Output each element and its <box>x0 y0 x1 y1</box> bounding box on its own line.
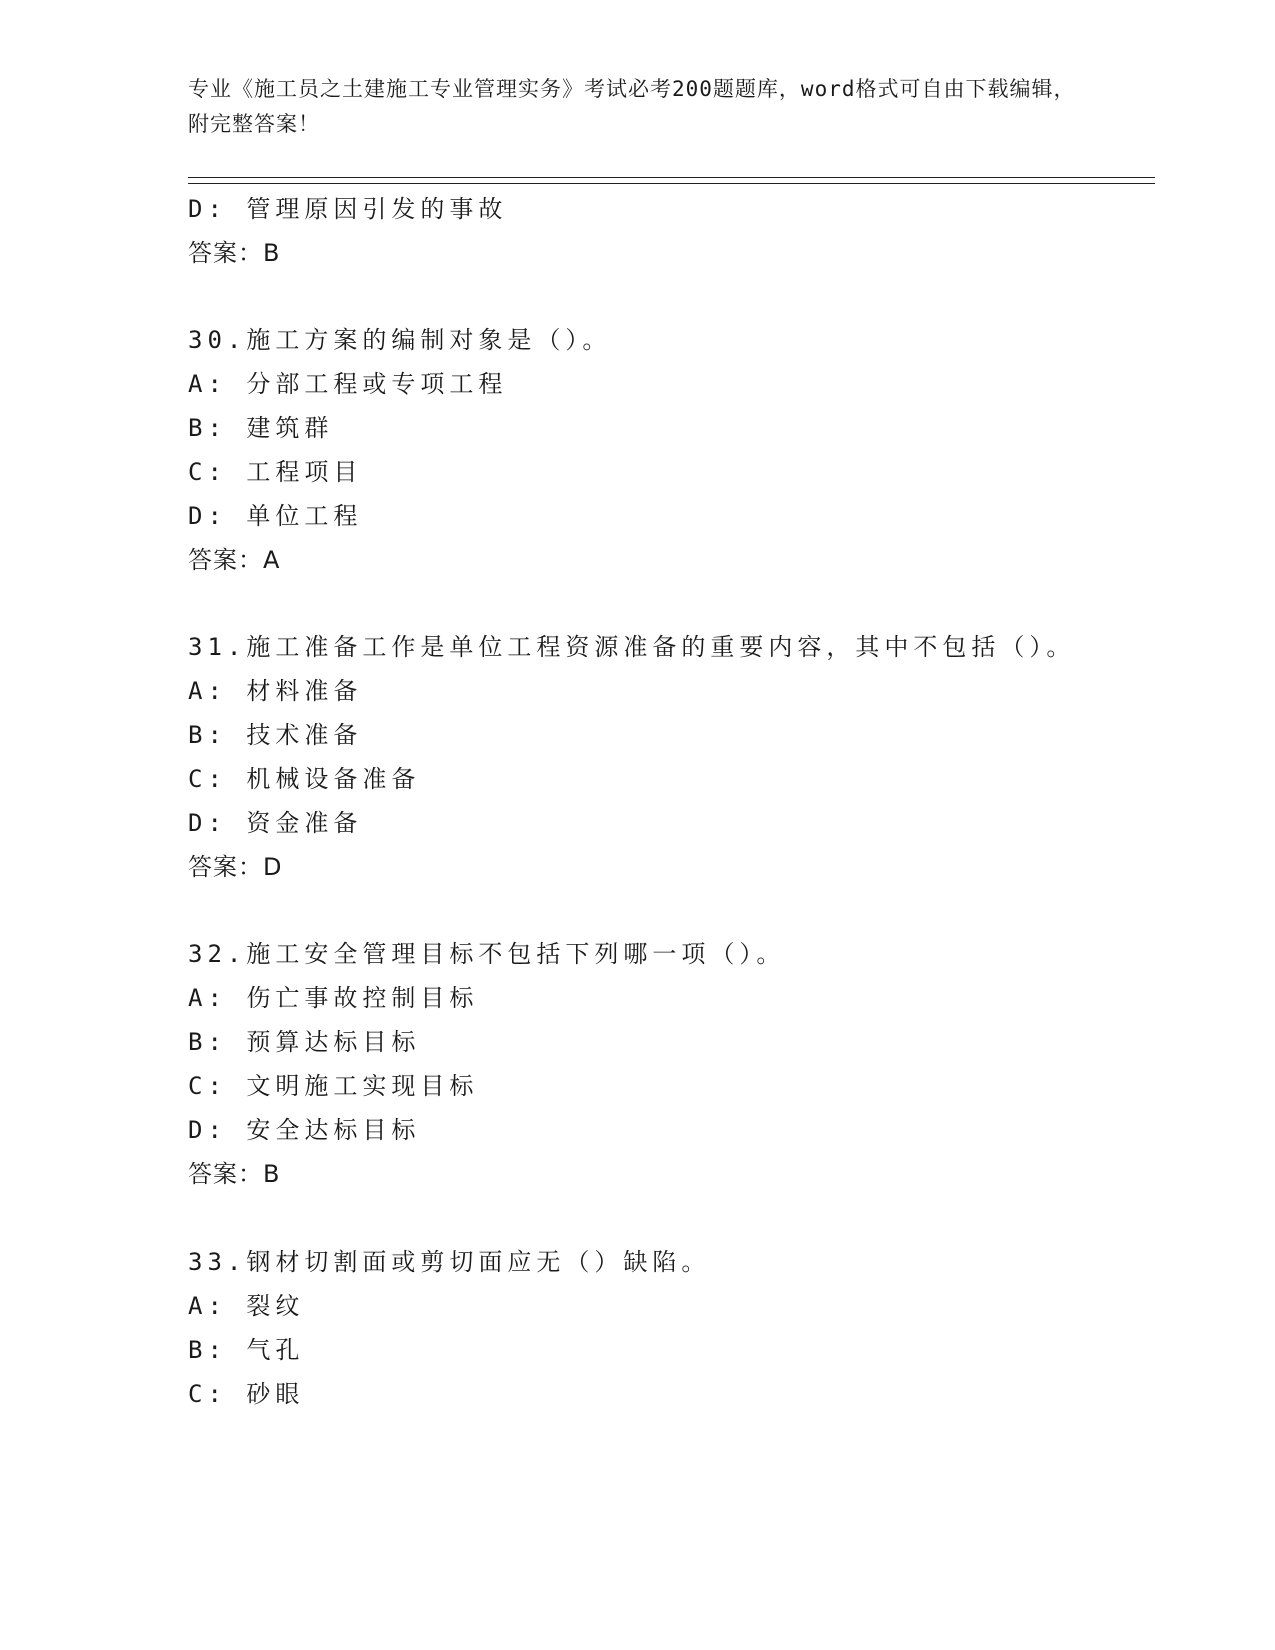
option-line: D: 管理原因引发的事故 <box>188 195 508 223</box>
option-line: A: 分部工程或专项工程 <box>188 370 508 398</box>
option-line: B: 建筑群 <box>188 414 334 442</box>
answer-line: 答案：A <box>188 546 281 574</box>
answer-line: 答案：D <box>188 853 283 881</box>
header-divider-bottom <box>188 183 1155 184</box>
option-line: A: 伤亡事故控制目标 <box>188 984 479 1012</box>
question-line: 31.施工准备工作是单位工程资源准备的重要内容，其中不包括（）。 <box>188 633 1076 661</box>
option-line: C: 机械设备准备 <box>188 765 421 793</box>
option-line: C: 砂眼 <box>188 1380 305 1408</box>
option-line: A: 裂纹 <box>188 1292 305 1320</box>
question-line: 32.施工安全管理目标不包括下列哪一项（）。 <box>188 940 786 968</box>
option-line: B: 气孔 <box>188 1336 305 1364</box>
header-divider-top <box>188 177 1155 178</box>
option-line: A: 材料准备 <box>188 677 363 705</box>
option-line: D: 安全达标目标 <box>188 1116 421 1144</box>
option-line: D: 单位工程 <box>188 502 363 530</box>
option-line: C: 工程项目 <box>188 458 363 486</box>
option-line: C: 文明施工实现目标 <box>188 1072 479 1100</box>
option-line: D: 资金准备 <box>188 809 363 837</box>
answer-line: 答案：B <box>188 1160 281 1188</box>
option-line: B: 预算达标目标 <box>188 1028 421 1056</box>
question-line: 30.施工方案的编制对象是（）。 <box>188 326 612 354</box>
document-header: 专业《施工员之土建施工专业管理实务》考试必考200题题库，word格式可自由下载编辑，附完整答案！ <box>188 77 1076 136</box>
option-line: B: 技术准备 <box>188 721 363 749</box>
answer-line: 答案：B <box>188 239 281 267</box>
question-line: 33.钢材切割面或剪切面应无（）缺陷。 <box>188 1248 711 1276</box>
